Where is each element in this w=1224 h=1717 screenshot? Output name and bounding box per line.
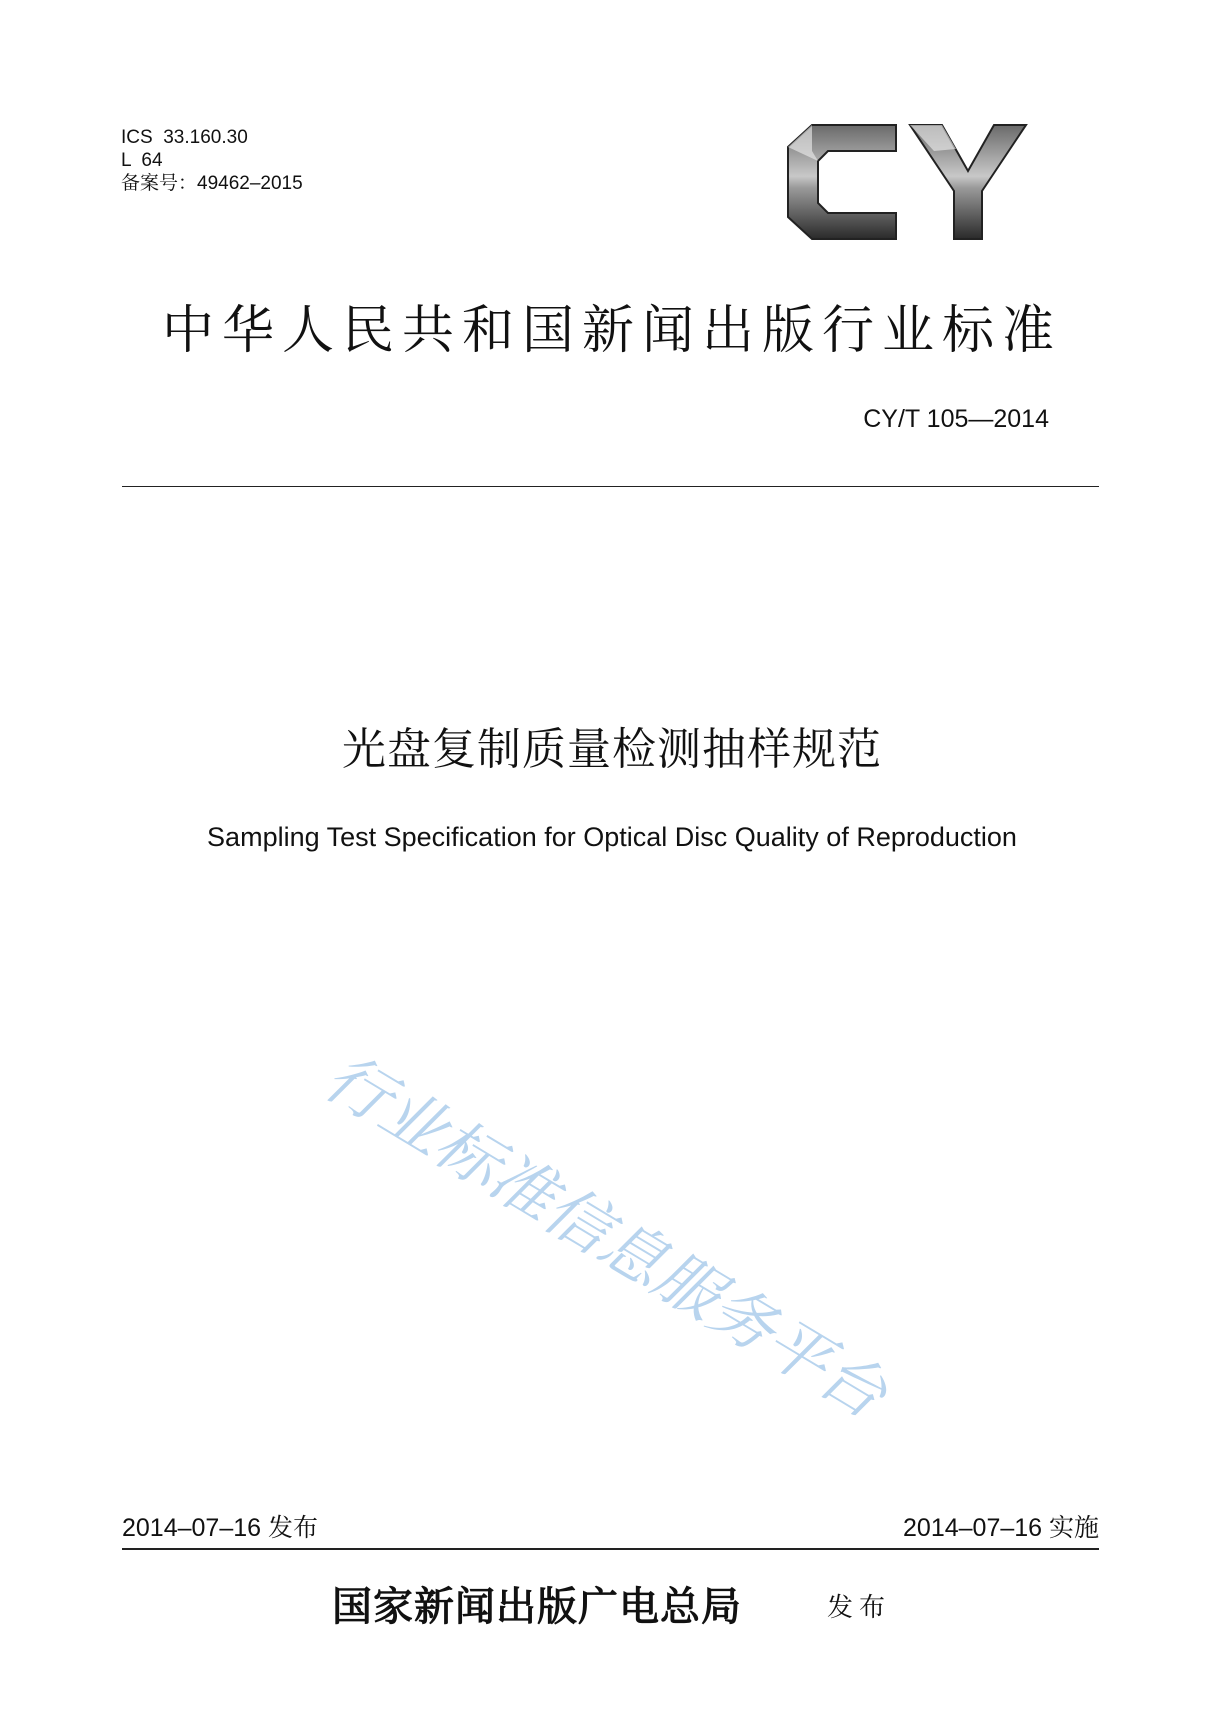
- effective-date: 2014–07–16 实施: [903, 1514, 1099, 1542]
- document-title-english: Sampling Test Specification for Optical Disc Quality of Reproduction: [207, 822, 1017, 852]
- ccs-code: L 64: [121, 150, 163, 171]
- footer-divider: [122, 1548, 1099, 1550]
- document-title-chinese: 光盘复制质量检测抽样规范: [342, 724, 882, 775]
- issuer-action: 发布: [827, 1593, 892, 1623]
- agency-standard-title: 中华人民共和国新闻出版行业标准: [161, 301, 1062, 361]
- ics-code: ICS 33.160.30: [121, 127, 248, 148]
- watermark-text: 行业标准信息服务平台: [311, 1040, 899, 1434]
- standard-code: CY/T 105—2014: [863, 405, 1049, 433]
- classification-block: [121, 126, 303, 195]
- filing-number: 备案号：49462–2015: [121, 173, 303, 194]
- publish-date: 2014–07–16 发布: [122, 1514, 318, 1542]
- issuing-authority: 国家新闻出版广电总局: [332, 1583, 742, 1630]
- header-divider: [122, 486, 1099, 487]
- watermark: [310, 1030, 1050, 1450]
- cy-logo-icon: [784, 117, 1030, 247]
